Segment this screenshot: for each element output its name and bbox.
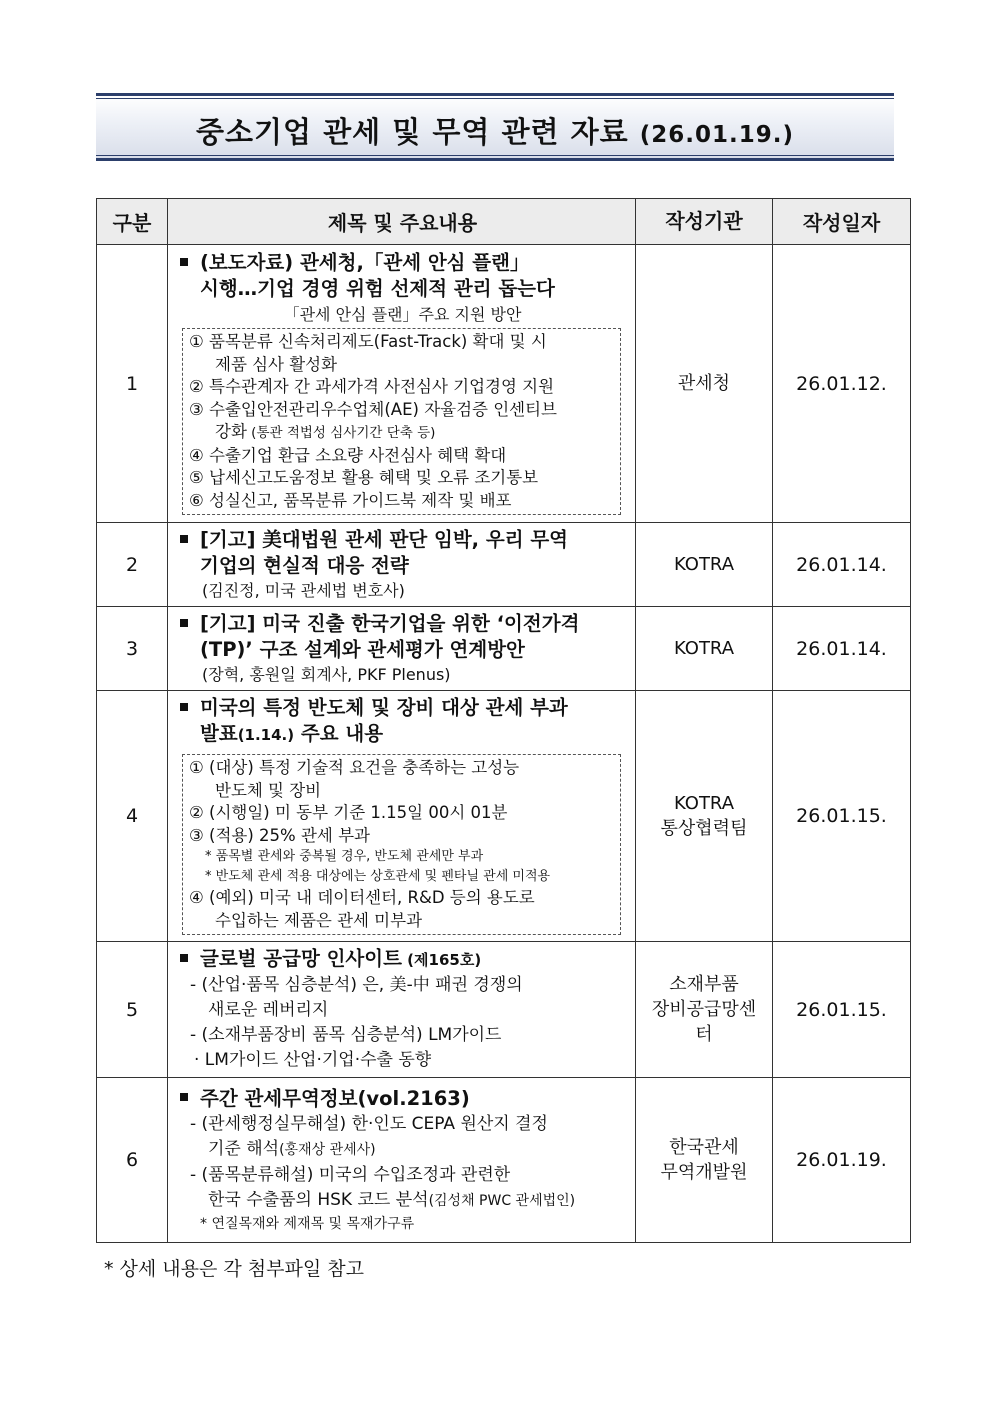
header-date: 작성일자: [773, 199, 911, 245]
row-body: [168, 691, 636, 942]
row-date: 26.01.14.: [773, 523, 911, 607]
list-item: ⑤ 납세신고도움정보 활용 혜택 및 오류 조기통보: [189, 468, 539, 487]
table-row: [97, 607, 911, 691]
title-main: 중소기업 관세 및 무역 관련 자료: [195, 115, 629, 149]
row-body: [168, 523, 636, 607]
row-heading: (보도자료) 관세청,「관세 안심 플랜」 시행…기업 경영 위험 선제적 관리 돕는다: [178, 250, 627, 302]
materials-table: [96, 198, 911, 1243]
row-no: 2: [97, 523, 168, 607]
dash-item: - (소재부품장비 품목 심층분석) LM가이드: [190, 1025, 502, 1045]
row-body: [168, 1078, 636, 1243]
row-heading: 주간 관세무역정보(vol.2163): [178, 1086, 627, 1112]
row-no: 6: [97, 1078, 168, 1243]
box-title: 「관세 안심 플랜」주요 지원 방안: [283, 305, 522, 324]
row-body: [168, 942, 636, 1078]
list-item: ⑥ 성실신고, 품목분류 가이드북 제작 및 배포: [189, 490, 512, 510]
row-org: KOTRA 통상협력팀: [636, 691, 773, 942]
table-row: [97, 691, 911, 942]
row-org: 한국관세 무역개발원: [636, 1078, 773, 1243]
bullet-square-icon: [180, 619, 188, 627]
dashed-box: [182, 328, 621, 515]
row-date: 26.01.12.: [773, 245, 911, 523]
row-date: 26.01.15.: [773, 942, 911, 1078]
bullet-square-icon: [180, 1093, 188, 1101]
list-item: ④ (예외) 미국 내 데이터센터, R&D 등의 용도로 수입하는 제품은 관세 미부과: [189, 888, 535, 930]
list-item: ③ 수출입안전관리우수업체(AE) 자율검증 인센티브 강화 (통관 적법성 심사기간 단축 등): [189, 399, 557, 441]
table-header-row: [97, 199, 911, 245]
dashed-box: [182, 754, 621, 935]
row-org: 관세청: [636, 245, 773, 523]
list-item: ④ 수출기업 환급 소요량 사전심사 혜택 확대: [189, 445, 507, 465]
table-row: [97, 523, 911, 607]
table-row: [97, 942, 911, 1078]
row-heading: [기고] 미국 진출 한국기업을 위한 ‘이전가격 (TP)’ 구조 설계와 관세평가 연계방안: [178, 611, 627, 663]
row-no: 3: [97, 607, 168, 691]
header-org: 작성기관: [636, 199, 773, 245]
row-no: 4: [97, 691, 168, 942]
row-date: 26.01.15.: [773, 691, 911, 942]
footnote: * 품목별 관세와 중복될 경우, 반도체 관세만 부과: [205, 849, 484, 864]
list-item: ③ (적용) 25% 관세 부과: [189, 825, 370, 845]
row-heading: 미국의 특정 반도체 및 장비 대상 관세 부과 발표(1.14.) 주요 내용: [178, 695, 627, 748]
footnote: * 연질목재와 제재목 및 목재가구류: [200, 1215, 415, 1232]
footnote: * 반도체 관세 적용 대상에는 상호관세 및 펜타닐 관세 미적용: [205, 869, 551, 884]
row-author: (김진정, 미국 관세법 변호사): [202, 581, 405, 600]
bullet-square-icon: [180, 535, 188, 543]
row-date: 26.01.14.: [773, 607, 911, 691]
row-no: 5: [97, 942, 168, 1078]
bullet-square-icon: [180, 954, 188, 962]
dash-item: - (품목분류해설) 미국의 수입조정과 관련한 한국 수출품의 HSK 코드 분석(김성채 PWC 관세법인): [190, 1164, 576, 1210]
title-banner: [96, 93, 894, 161]
list-item: ① (대상) 특정 기술적 요건을 충족하는 고성능 반도체 및 장비: [189, 758, 520, 800]
row-heading: [기고] 美대법원 관세 판단 임박, 우리 무역 기업의 현실적 대응 전략: [178, 527, 627, 579]
bullet-square-icon: [180, 703, 188, 711]
list-item: ② 특수관계자 간 과세가격 사전심사 기업경영 지원: [189, 377, 555, 396]
row-no: 1: [97, 245, 168, 523]
row-org: 소재부품 장비공급망센 터: [636, 942, 773, 1078]
page-title: [96, 110, 894, 151]
row-author: (장혁, 홍원일 회계사, PKF Plenus): [202, 665, 451, 684]
table-row: [97, 245, 911, 523]
row-date: 26.01.19.: [773, 1078, 911, 1243]
list-item: ① 품목분류 신속처리제도(Fast-Track) 확대 및 시 제품 심사 활성화: [189, 332, 547, 374]
dash-item: - (산업·품목 심층분석) 은, 美-中 패권 경쟁의 새로운 레버리지: [190, 975, 523, 1020]
footer-note: * 상세 내용은 각 첨부파일 참고: [104, 1258, 364, 1280]
row-heading: 글로벌 공급망 인사이트 (제165호): [178, 946, 627, 973]
title-date: (26.01.19.): [639, 122, 795, 148]
header-no: 구분: [97, 199, 168, 245]
row-org: KOTRA: [636, 523, 773, 607]
dot-item: · LM가이드 산업·기업·수출 동향: [194, 1050, 432, 1070]
dash-item: - (관세행정실무해설) 한·인도 CEPA 원산지 결정 기준 해석(홍재상 관세사): [190, 1113, 548, 1159]
row-body: [168, 245, 636, 523]
row-org: KOTRA: [636, 607, 773, 691]
list-item: ② (시행일) 미 동부 기준 1.15일 00시 01분: [189, 803, 508, 822]
table-row: [97, 1078, 911, 1243]
header-body: 제목 및 주요내용: [168, 199, 636, 245]
bullet-square-icon: [180, 258, 188, 266]
row-body: [168, 607, 636, 691]
